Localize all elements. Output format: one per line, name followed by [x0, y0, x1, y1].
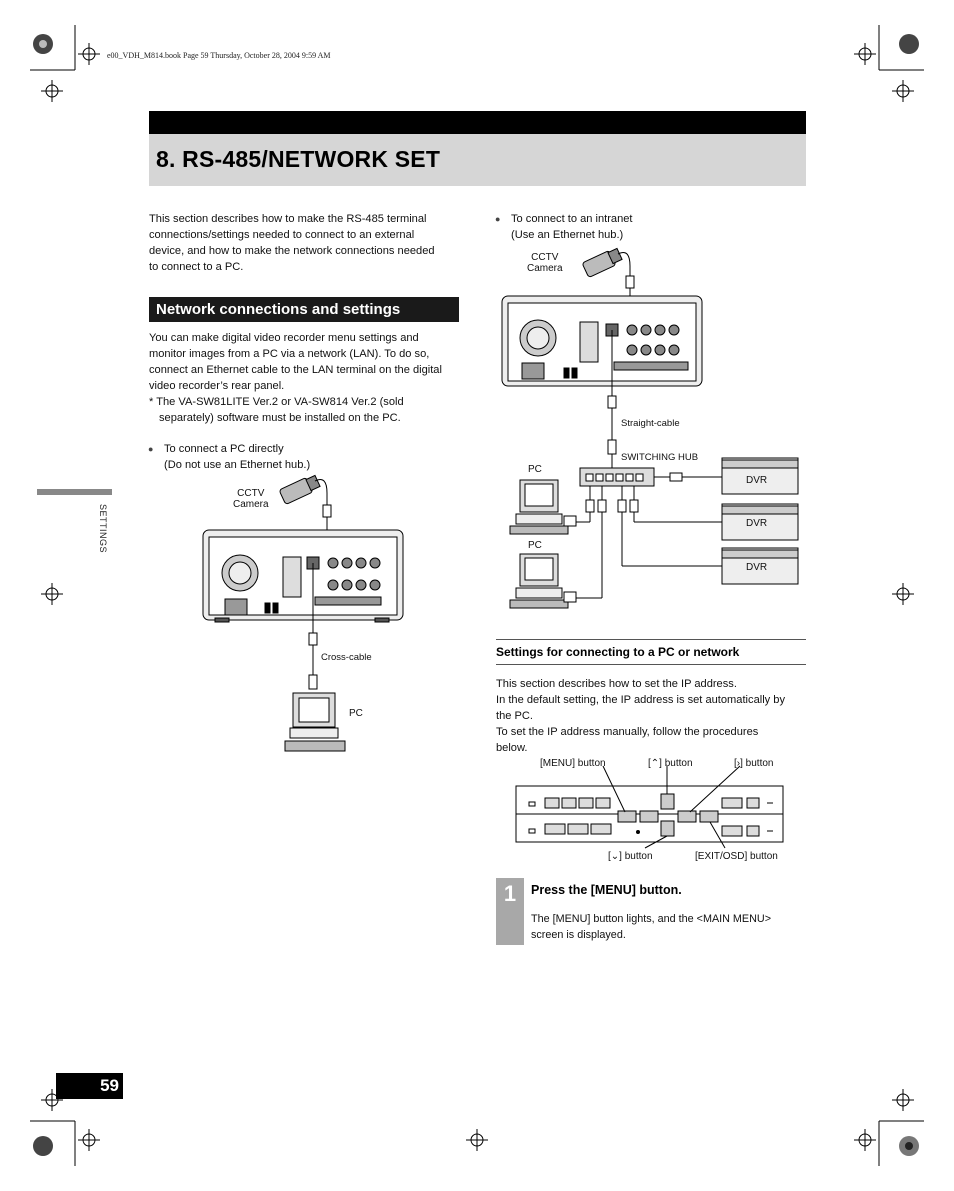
network-line: monitor images from a PC via a network (LAN). To do so,: [149, 348, 430, 360]
dvr-rear-panel-icon: [203, 530, 403, 622]
direct-bullet: [164, 441, 310, 473]
camera-label-line1: CCTV: [531, 252, 559, 263]
cctv-camera-icon: [279, 475, 320, 504]
settings-line: the PC.: [496, 710, 533, 722]
menu-button-icon: [618, 811, 636, 822]
intro-paragraph: [149, 211, 464, 275]
step1-description: [531, 911, 771, 943]
down-button-label: [608, 851, 653, 862]
up-arrow-icon: ⌃: [650, 758, 660, 769]
intranet-bullet-line1: ● To connect to an intranet: [511, 213, 633, 225]
intro-line: connections/settings needed to connect to an external: [149, 229, 415, 241]
step1-title: Press the [MENU] button.: [531, 883, 682, 897]
dvr-label: DVR: [746, 475, 768, 486]
label-suffix: ] button: [740, 758, 774, 769]
settings-line: To set the IP address manually, follow the procedures: [496, 726, 759, 738]
side-tab-marker: [37, 489, 112, 495]
intranet-bullet-line2: (Use an Ethernet hub.): [511, 229, 624, 241]
camera-label-line2: Camera: [527, 263, 563, 274]
settings-line: This section describes how to set the IP address.: [496, 678, 737, 690]
settings-line: below.: [496, 742, 528, 754]
settings-line: In the default setting, the IP address is set automatically by: [496, 694, 786, 706]
label-suffix: ] button: [619, 851, 653, 862]
menu-button-label: [MENU] button: [540, 758, 606, 769]
camera-label-line1: CCTV: [237, 488, 265, 499]
right-arrow-icon: ›: [736, 758, 741, 769]
dvr-label: DVR: [746, 562, 768, 573]
network-line: connect an Ethernet cable to the LAN terminal on the digital: [149, 364, 442, 376]
cctv-camera-icon: [582, 248, 622, 277]
settings-section-heading: Settings for connecting to a PC or network: [496, 639, 806, 665]
exit-osd-button-icon: [700, 811, 718, 822]
file-header: e00_VDH_M814.book Page 59 Thursday, October 28, 2004 9:59 AM: [107, 51, 331, 60]
intranet-camera-label: [527, 252, 563, 274]
title-black-bar: [149, 111, 806, 134]
side-section-label: SETTINGS: [98, 504, 108, 554]
pc-icon: [510, 554, 576, 608]
direct-bullet-line1: ● To connect a PC directly: [164, 443, 284, 455]
intro-line: This section describes how to make the RS-485 terminal: [149, 213, 427, 225]
left-button-icon: [640, 811, 658, 822]
right-button-label: [734, 758, 773, 769]
direct-camera-label: [233, 488, 269, 510]
software-note-line2: separately) software must be installed on the PC.: [159, 412, 401, 424]
software-note-line1: * The VA-SW81LITE Ver.2 or VA-SW814 Ver.2 (sold: [149, 396, 404, 408]
label-bracket: [: [608, 851, 611, 862]
down-button-icon: [661, 821, 674, 836]
pc-icon: [510, 480, 576, 534]
direct-pc-label: PC: [349, 708, 363, 719]
pc-icon: [285, 693, 345, 751]
intro-line: to connect to a PC.: [149, 261, 244, 273]
label-bracket: [: [648, 758, 651, 769]
network-section-heading: Network connections and settings: [149, 297, 459, 322]
network-line: You can make digital video recorder menu settings and: [149, 332, 419, 344]
front-panel-diagram: [515, 772, 785, 848]
step1-line: screen is displayed.: [531, 929, 626, 941]
switching-hub-icon: [580, 468, 654, 486]
network-line: video recorder’s rear panel.: [149, 380, 285, 392]
switching-hub-label: SWITCHING HUB: [621, 452, 699, 463]
direct-connection-diagram: [195, 475, 410, 760]
up-button-label: [648, 758, 693, 769]
intranet-pc-label-1: PC: [528, 464, 542, 475]
settings-paragraph: [496, 676, 808, 756]
intranet-bullet: [511, 211, 633, 243]
step1-line: The [MENU] button lights, and the <MAIN MENU>: [531, 913, 772, 925]
straight-cable-label: Straight-cable: [621, 418, 680, 429]
dvr-label: DVR: [746, 518, 768, 529]
right-button-icon: [678, 811, 696, 822]
exit-osd-button-label: [EXIT/OSD] button: [695, 851, 778, 862]
down-arrow-icon: ⌄: [610, 851, 620, 862]
dvr-rear-panel-icon: [502, 296, 702, 386]
page-number: 59: [56, 1073, 123, 1099]
direct-bullet-line2: (Do not use an Ethernet hub.): [164, 459, 311, 471]
page-title: 8. RS-485/NETWORK SET: [156, 146, 441, 172]
label-bracket: [: [734, 758, 737, 769]
label-suffix: ] button: [659, 758, 693, 769]
step-number-box: 1: [496, 878, 524, 945]
camera-label-line2: Camera: [233, 499, 269, 510]
network-paragraph: [149, 330, 464, 426]
intranet-pc-label-2: PC: [528, 540, 542, 551]
intro-line: device, and how to make the network connections needed: [149, 245, 435, 257]
cross-cable-label: Cross-cable: [321, 652, 372, 663]
up-button-icon: [661, 794, 674, 809]
